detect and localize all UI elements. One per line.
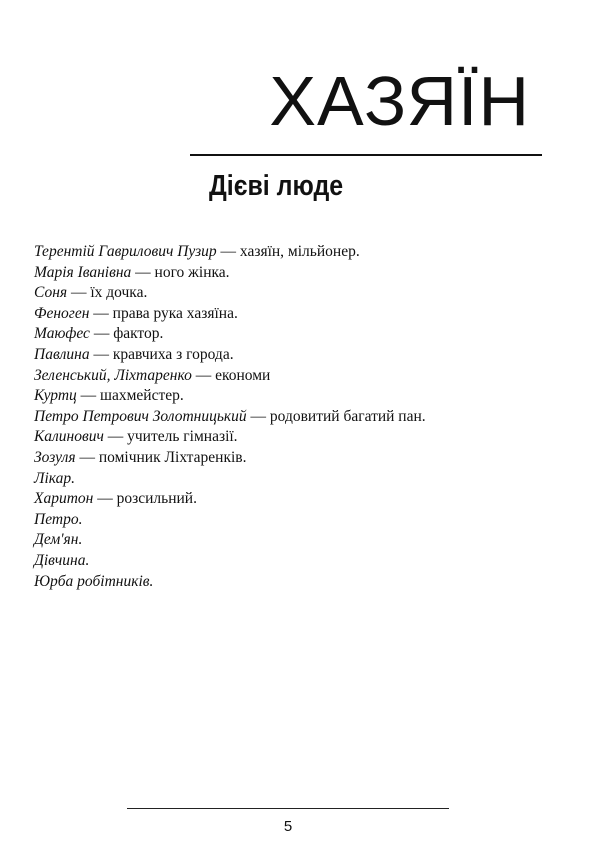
character-name: Дівчина.: [34, 551, 90, 569]
character-name: Марія Іванівна: [34, 263, 132, 281]
character-name: Зозуля: [34, 448, 76, 466]
character-description: — учитель гімназії.: [103, 428, 238, 446]
cast-item: [34, 407, 426, 428]
character-description: — їх дочка.: [67, 284, 148, 302]
cast-item: [34, 283, 426, 304]
cast-item: [34, 448, 426, 469]
character-name: Харитон: [34, 490, 94, 508]
character-name: Павлина: [34, 345, 90, 363]
character-description: — фактор.: [89, 325, 164, 343]
cast-item: [34, 345, 426, 366]
section-heading: Дієві люде: [209, 170, 344, 202]
cast-item: [34, 366, 426, 387]
page-number: 5: [283, 818, 293, 835]
character-name: Зеленський, Ліхтаренко: [34, 366, 192, 384]
cast-item: [34, 324, 426, 345]
character-name: Петро Петрович Золотницький: [34, 407, 247, 425]
title-divider: [190, 154, 542, 156]
cast-list: [34, 242, 426, 592]
character-name: Калинович: [34, 428, 104, 446]
character-description: — розсильний.: [93, 490, 197, 508]
character-name: Лікар.: [34, 469, 76, 487]
character-description: — економи: [191, 366, 271, 384]
cast-item: [34, 530, 426, 551]
character-name: Маюфес: [34, 325, 90, 343]
character-name: Соня: [34, 284, 68, 302]
page-title: ХАЗЯЇН: [269, 62, 530, 140]
cast-item: [34, 427, 426, 448]
cast-item: [34, 242, 426, 263]
cast-item: [34, 469, 426, 490]
character-description: — кравчиха з города.: [89, 345, 234, 363]
character-name: Феноген: [34, 304, 90, 322]
cast-item: [34, 386, 426, 407]
character-name: Терентій Гаврилович Пузир: [34, 243, 217, 260]
character-name: Петро.: [34, 510, 83, 528]
character-name: Дем'ян.: [34, 531, 83, 549]
cast-item: [34, 510, 426, 531]
character-description: — ного жінка.: [131, 263, 230, 281]
cast-item: [34, 263, 426, 284]
character-description: — шахмейстер.: [76, 387, 184, 405]
character-description: — хазяїн, мільйонер.: [216, 243, 360, 260]
cast-item: [34, 489, 426, 510]
footer-divider: [127, 808, 449, 809]
character-name: Юрба робітників.: [34, 572, 154, 590]
character-description: — помічник Ліхтаренків.: [75, 448, 247, 466]
cast-item: [34, 304, 426, 325]
character-description: — права рука хазяїна.: [89, 304, 238, 322]
character-description: — родовитий багатий пан.: [246, 407, 426, 425]
cast-item: [34, 551, 426, 572]
cast-item: [34, 572, 426, 593]
character-name: Куртц: [34, 387, 77, 405]
